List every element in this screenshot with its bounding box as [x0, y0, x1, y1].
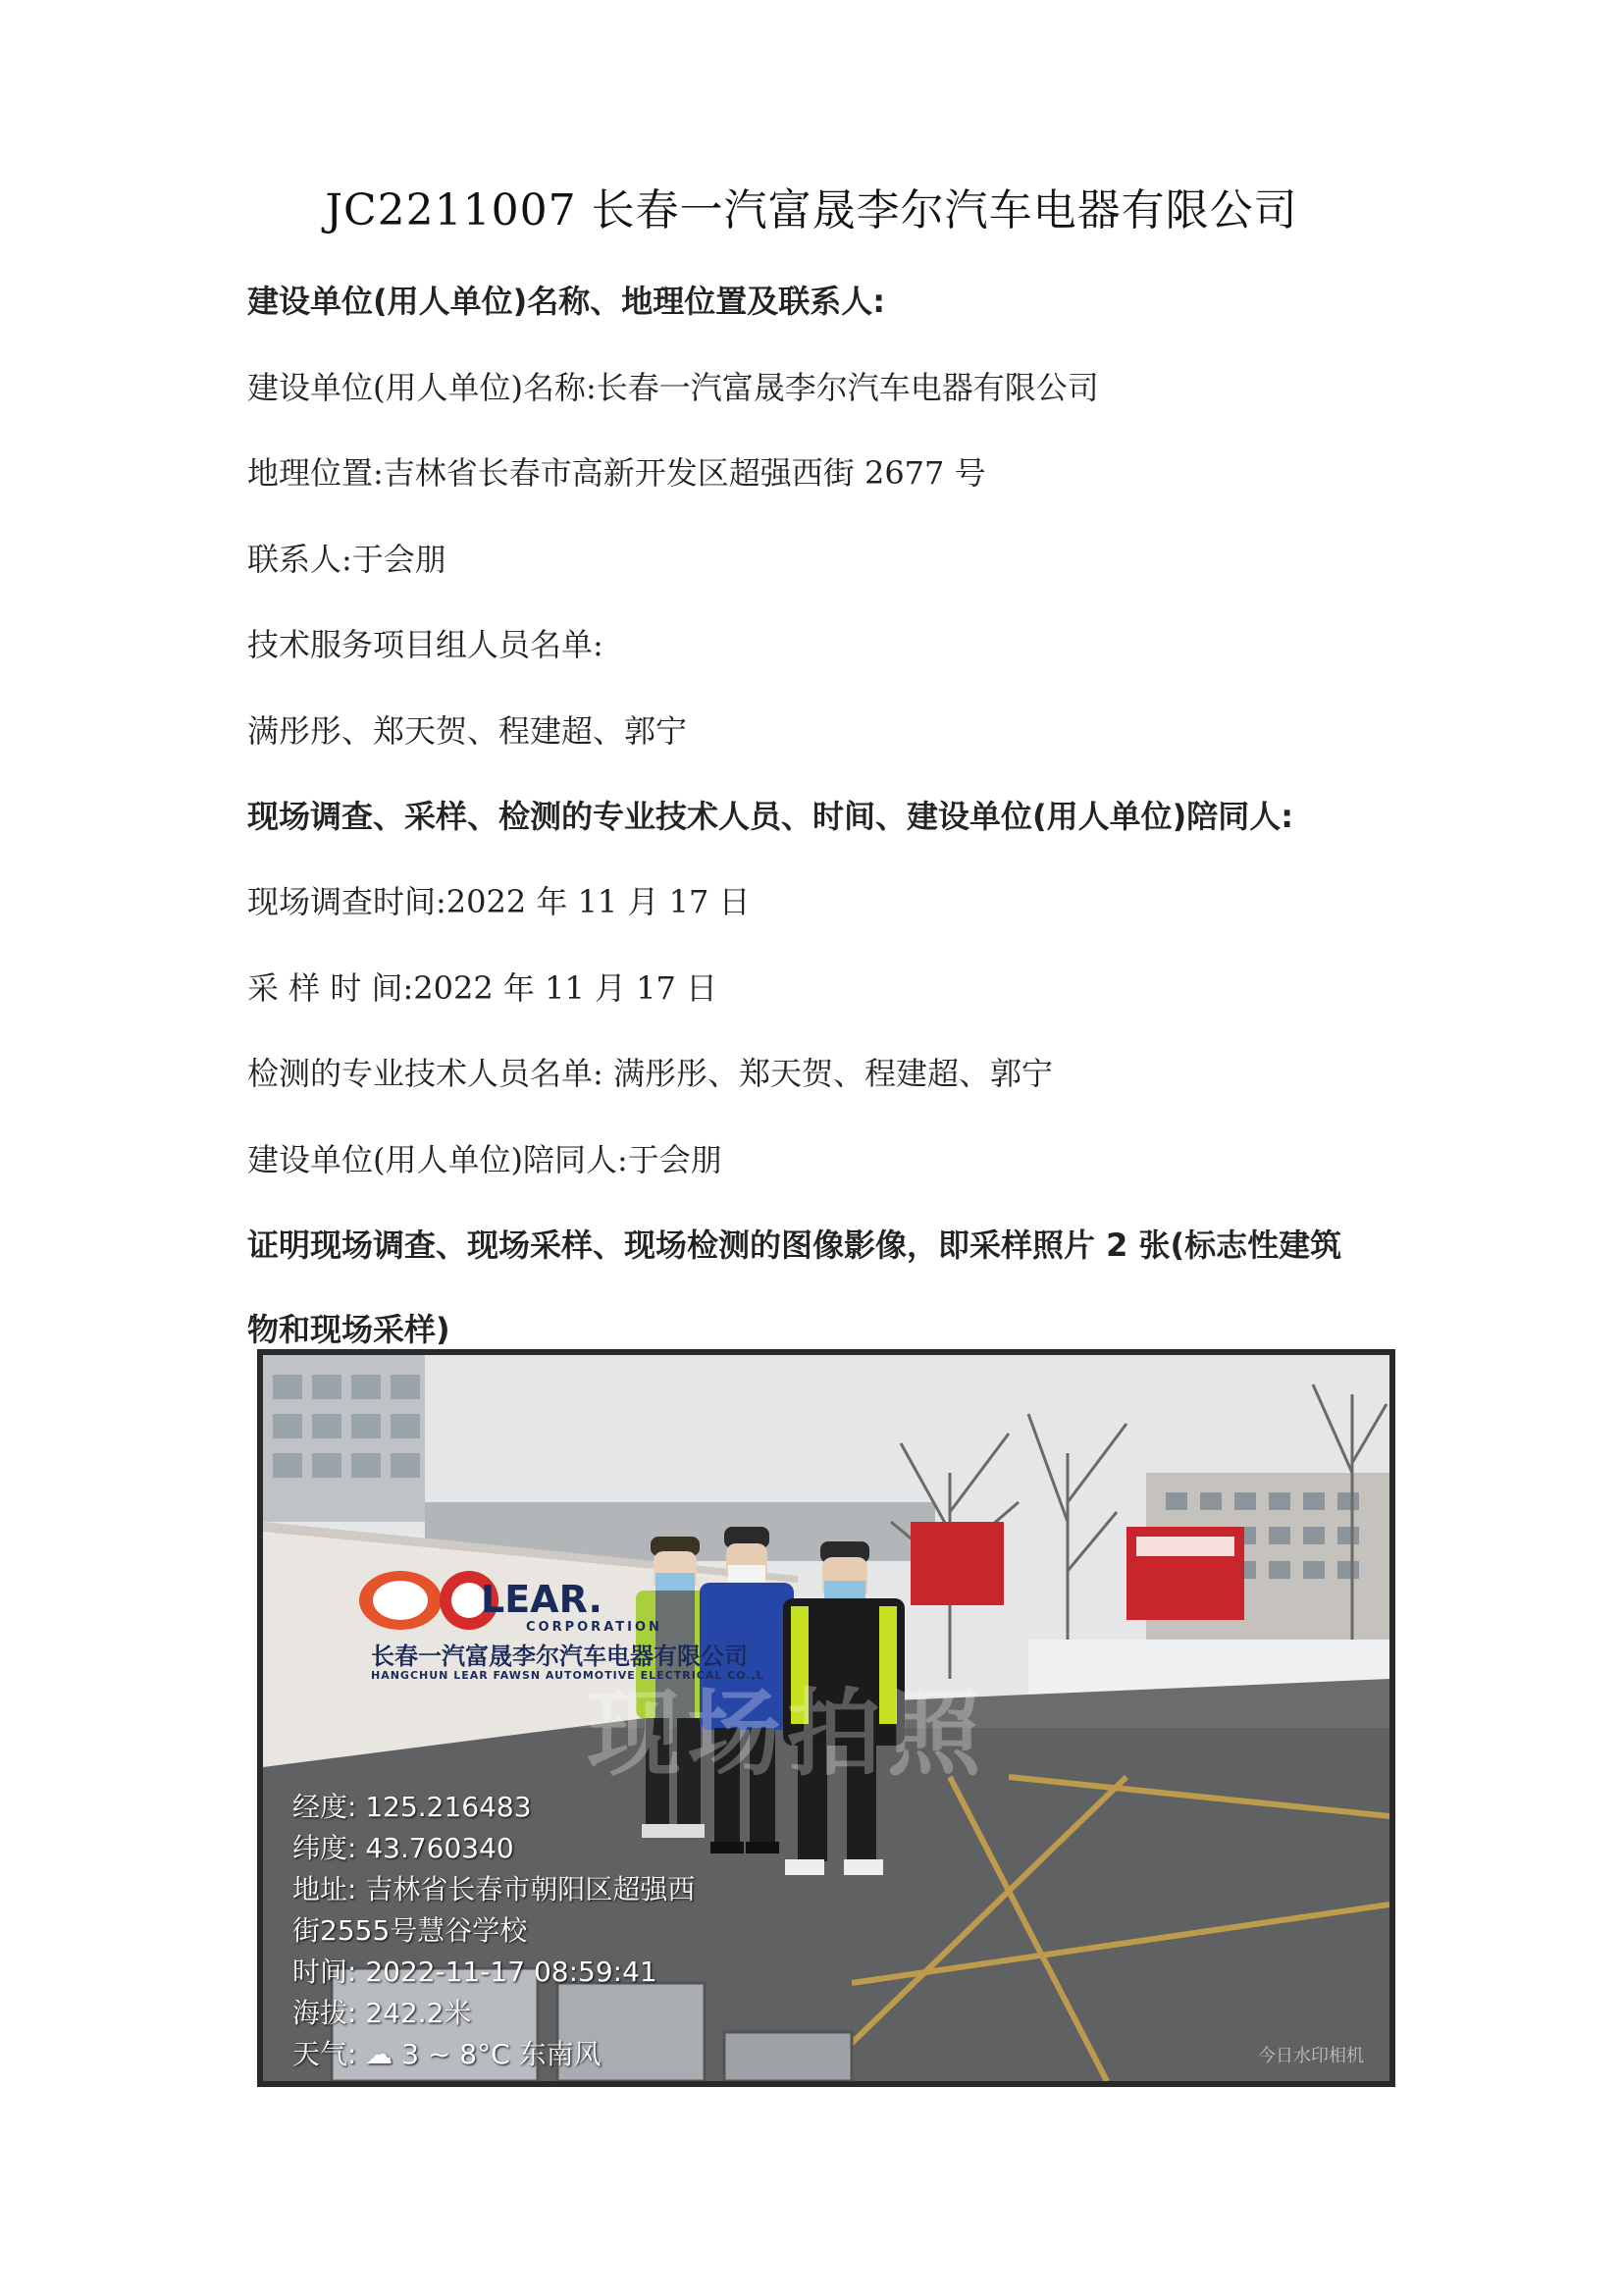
section-heading-photos-line2: 物和现场采样)	[247, 1311, 450, 1348]
contact-field: 联系人:于会朋	[247, 541, 446, 578]
altitude-text: 海拔: 242.2米	[292, 1997, 472, 2029]
address-line2-text: 街2555号慧谷学校	[292, 1914, 528, 1947]
section-heading-photos-line1: 证明现场调查、现场采样、现场检测的图像影像，即采样照片 2 张(标志性建筑	[247, 1226, 1342, 1264]
team-members: 满彤彤、郑天贺、程建超、郭宁	[247, 712, 688, 750]
longitude-text: 经度: 125.216483	[292, 1791, 532, 1823]
sampling-photo	[257, 1349, 1395, 2087]
sign-chinese-name: 长春一汽富晟李尔汽车电器有限公司	[371, 1643, 748, 1670]
section-heading-survey: 现场调查、采样、检测的专业技术人员、时间、建设单位(用人单位)陪同人:	[247, 798, 1294, 835]
sampling-time-field: 采 样 时 间:2022 年 11 月 17 日	[247, 969, 718, 1007]
camera-app-brand: 今日水印相机	[1258, 2046, 1364, 2066]
address-line1-text: 地址: 吉林省长春市朝阳区超强西	[292, 1873, 696, 1905]
escort-field: 建设单位(用人单位)陪同人:于会朋	[247, 1141, 722, 1178]
photo-metadata-overlay	[292, 1787, 695, 2075]
sign-english-name: HANGCHUN LEAR FAWSN AUTOMOTIVE ELECTRICAL CO.,L	[371, 1669, 764, 1682]
photo-watermark: 现场拍照	[587, 1679, 987, 1789]
sign-brand: LEAR.	[481, 1578, 602, 1621]
timestamp-text: 时间: 2022-11-17 08:59:41	[292, 1956, 657, 1988]
section-heading-unit-info: 建设单位(用人单位)名称、地理位置及联系人:	[247, 283, 886, 320]
team-label: 技术服务项目组人员名单:	[247, 626, 603, 663]
unit-name-field: 建设单位(用人单位)名称:长春一汽富晟李尔汽车电器有限公司	[247, 369, 1099, 406]
weather-text: 天气: ☁ 3 ~ 8°C 东南风	[292, 2038, 602, 2070]
sign-corporation: CORPORATION	[526, 1620, 662, 1635]
latitude-text: 纬度: 43.760340	[292, 1832, 514, 1864]
location-field: 地理位置:吉林省长春市高新开发区超强西街 2677 号	[247, 454, 986, 492]
page-title: JC2211007 长春一汽富晟李尔汽车电器有限公司	[325, 185, 1298, 235]
survey-time-field: 现场调查时间:2022 年 11 月 17 日	[247, 883, 751, 920]
technicians-field: 检测的专业技术人员名单: 满彤彤、郑天贺、程建超、郭宁	[247, 1055, 1053, 1092]
